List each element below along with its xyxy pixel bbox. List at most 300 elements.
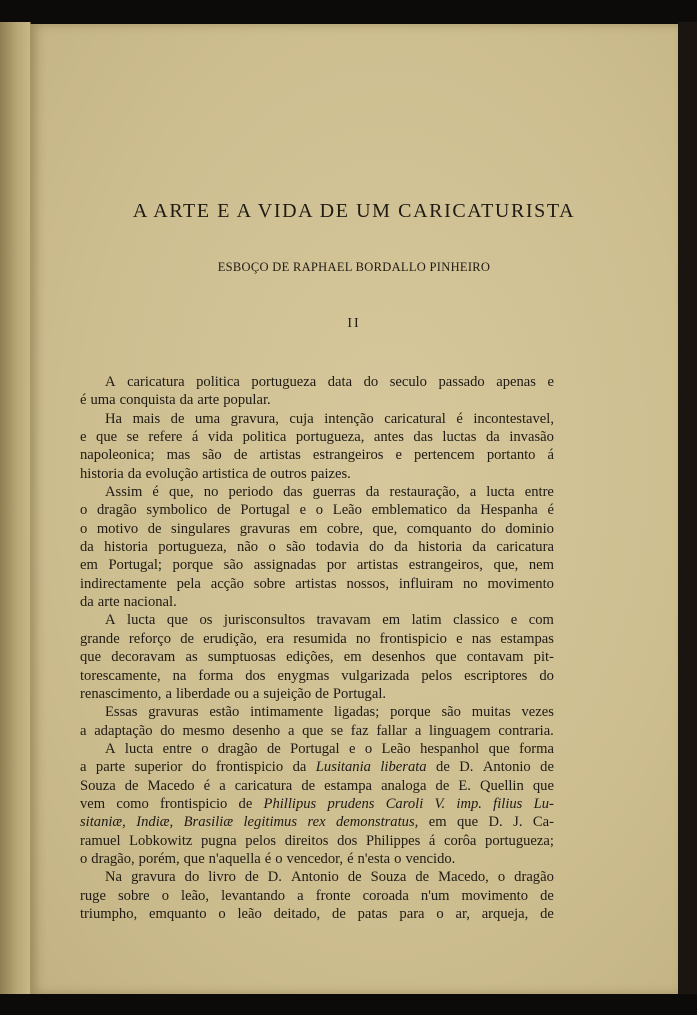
word: lucta	[124, 740, 154, 757]
word: n'esta	[357, 850, 391, 867]
word: caricatura	[234, 777, 293, 794]
word: porque	[172, 557, 214, 574]
word: da	[292, 759, 307, 776]
text-line	[80, 648, 554, 666]
word: ligadas;	[333, 704, 380, 721]
text-line	[80, 813, 554, 831]
word: escriptores	[464, 667, 528, 684]
word: Portugal	[290, 740, 340, 757]
word: e	[456, 630, 463, 647]
word: dragão	[217, 740, 258, 757]
word: pit-	[533, 649, 554, 666]
word: caricatural	[384, 410, 446, 427]
word: de	[436, 759, 450, 776]
word: caricatura	[496, 539, 554, 556]
word: de	[332, 905, 346, 922]
word: movimento	[461, 887, 529, 904]
word: vida	[207, 429, 234, 446]
word: estão	[209, 704, 240, 721]
word: de	[347, 869, 362, 886]
word: evolução	[145, 465, 199, 482]
word: Antonio	[482, 759, 531, 776]
word: singulares	[171, 520, 231, 537]
word: é	[547, 502, 554, 519]
word: classico	[453, 612, 500, 629]
word: é	[456, 410, 463, 427]
word: liberata	[380, 759, 427, 776]
word: vencedor,	[286, 850, 344, 867]
word: da	[80, 594, 94, 611]
word: caricatura	[127, 374, 185, 390]
word: á	[547, 447, 554, 464]
book-page	[30, 24, 678, 994]
word: resumida	[293, 630, 347, 647]
word: entre	[524, 484, 554, 501]
word: e	[395, 447, 402, 464]
word: frontispicio	[379, 630, 447, 647]
book-edge-right	[678, 22, 697, 994]
word: ruge	[80, 887, 106, 904]
word: entre	[162, 740, 192, 757]
word: luctas	[442, 429, 477, 446]
word: dominio	[505, 520, 554, 537]
word: influiram	[398, 575, 454, 592]
text-line	[80, 556, 554, 574]
word: de	[266, 740, 281, 757]
word: uma	[194, 410, 221, 427]
word: em	[80, 557, 98, 574]
word: demonstratus,	[335, 814, 419, 831]
word: são	[223, 557, 244, 574]
word: que	[80, 649, 102, 666]
word: porém,	[138, 850, 180, 867]
word: muitas	[471, 704, 511, 721]
word: adaptação	[94, 722, 153, 739]
word: no	[203, 484, 219, 501]
word: livro	[208, 869, 236, 886]
word: symbolico	[146, 502, 208, 519]
word: A	[105, 612, 116, 629]
word: são	[202, 447, 222, 464]
word: lucta	[127, 612, 156, 629]
word: corôa	[444, 832, 477, 849]
word: á	[191, 429, 199, 446]
word: enygmas	[277, 667, 330, 684]
word: Philippes	[365, 832, 421, 849]
word: nas	[471, 630, 492, 647]
word: arte	[97, 594, 120, 611]
word: de	[170, 410, 185, 427]
word: de	[233, 447, 248, 464]
word: de	[301, 777, 316, 794]
word: e	[80, 429, 87, 446]
word: são	[286, 539, 306, 556]
word: prudens	[327, 795, 375, 812]
word: popular.	[223, 392, 271, 409]
word: frontispicio	[160, 795, 228, 812]
word: frontispicio	[215, 759, 284, 776]
word: n'aquella	[208, 850, 261, 867]
word: e	[547, 374, 554, 390]
word: de	[124, 777, 139, 794]
word: o	[364, 740, 373, 757]
word: nem	[528, 557, 554, 574]
word: em	[382, 612, 401, 629]
word: o	[394, 850, 402, 867]
word: liberdade	[175, 685, 231, 702]
word: sujeição	[263, 685, 312, 702]
word: renascimento,	[80, 685, 162, 702]
word: o	[268, 539, 276, 556]
word: D.	[459, 759, 474, 776]
word: comquanto	[406, 520, 472, 537]
word: latim	[411, 612, 442, 629]
page-title: A ARTE E A VIDA DE UM CARICATURISTA	[132, 200, 576, 222]
word: mas	[166, 447, 191, 464]
word: a	[287, 722, 295, 739]
word: da	[80, 539, 94, 556]
word: não	[237, 539, 259, 556]
word: leão	[237, 905, 262, 922]
word: que	[96, 429, 118, 446]
word: sitaniæ,	[80, 814, 126, 831]
text-line	[80, 501, 554, 519]
word: fronte	[315, 887, 351, 904]
word: vem	[80, 795, 106, 812]
word: das	[413, 429, 433, 446]
word: da	[365, 484, 380, 501]
word: portugueza,	[158, 539, 227, 556]
word: sobre	[118, 887, 150, 904]
word: vezes	[521, 704, 554, 721]
word: Brasiliæ	[183, 814, 234, 831]
word: do	[363, 374, 379, 390]
word: outros	[270, 465, 307, 482]
word: sobre	[253, 575, 286, 592]
word: Ca-	[532, 814, 554, 831]
word: Macedo	[147, 777, 195, 794]
text-line	[80, 611, 554, 629]
word: linguagem	[429, 722, 491, 739]
word: artistica	[202, 465, 249, 482]
text-line	[80, 520, 554, 538]
word: a	[469, 484, 477, 501]
word: intimamente	[250, 704, 324, 721]
word: do	[481, 520, 496, 537]
word: Lu-	[533, 795, 554, 812]
text-line	[80, 758, 554, 776]
word: de	[252, 465, 267, 482]
word: que	[183, 850, 205, 867]
text-line	[80, 703, 554, 721]
word: e	[299, 502, 307, 519]
word: é	[80, 392, 87, 409]
page-subtitle: ESBOÇO DE RAPHAEL BORDALLO PINHEIRO	[217, 260, 491, 274]
word: todavia	[315, 539, 359, 556]
word: artistas	[259, 447, 301, 464]
word: dragão	[514, 869, 554, 886]
word: historia	[418, 539, 462, 556]
word: uma	[90, 392, 116, 409]
word: A	[105, 374, 116, 390]
word: da	[127, 465, 142, 482]
text-line	[80, 905, 554, 923]
word: Phillipus	[263, 795, 317, 812]
text-line	[80, 410, 554, 428]
word: de	[180, 630, 194, 647]
word: arqueja,	[481, 905, 529, 922]
word: invasão	[509, 429, 554, 446]
word: da	[472, 539, 487, 556]
word: seculo	[389, 374, 427, 390]
word: pelos	[421, 667, 453, 684]
word: que	[532, 777, 554, 794]
word: jurisconsultos	[223, 612, 305, 629]
word: assignadas	[253, 557, 317, 574]
word: á	[428, 832, 436, 849]
word: D.	[488, 814, 503, 831]
word: e	[348, 740, 356, 757]
text-line	[80, 428, 554, 446]
word: do	[539, 667, 554, 684]
word: superior	[134, 759, 183, 776]
word: da	[179, 392, 194, 409]
word: o	[315, 502, 324, 519]
word: A	[105, 740, 116, 757]
word: o	[275, 850, 283, 867]
text-line	[80, 575, 554, 593]
word: cuja	[289, 410, 314, 427]
word: a	[80, 759, 87, 776]
word: de	[216, 502, 231, 519]
text-line	[80, 868, 554, 886]
word: no	[463, 575, 478, 592]
word: passado	[438, 374, 485, 390]
word: do	[184, 869, 200, 886]
word: do	[160, 722, 175, 739]
word: n'um	[420, 887, 450, 904]
text-line	[80, 740, 554, 758]
word: Indiæ,	[136, 814, 174, 831]
word: de	[244, 869, 259, 886]
word: torescamente,	[80, 667, 161, 684]
word: estrangeiros,	[408, 557, 483, 574]
word: Portugal	[240, 502, 290, 519]
word: os	[199, 612, 213, 629]
word: politica	[196, 374, 240, 390]
section-number: II	[347, 316, 361, 331]
word: Ha	[105, 410, 123, 427]
word: de	[238, 795, 253, 812]
word: pugna	[200, 832, 237, 849]
word: conquista	[119, 392, 176, 409]
word: de	[540, 905, 554, 922]
word: desenhos	[371, 649, 426, 666]
word: deitado,	[273, 905, 321, 922]
word: da	[394, 539, 408, 556]
word: lucta	[486, 484, 515, 501]
word: gravuras	[239, 520, 290, 537]
text-line	[80, 465, 554, 483]
word: para	[399, 905, 425, 922]
word: patas	[357, 905, 388, 922]
word: a	[80, 722, 87, 739]
word: a	[219, 777, 226, 794]
word: que	[166, 612, 188, 629]
text-line	[80, 832, 554, 850]
word: o	[218, 905, 226, 922]
text-line	[80, 630, 554, 648]
word: em	[299, 520, 318, 537]
word: portanto	[486, 447, 536, 464]
word: coroada	[362, 887, 409, 904]
word: ar,	[455, 905, 470, 922]
word: que,	[493, 557, 519, 574]
word: nacional.	[123, 594, 177, 611]
word: de	[435, 777, 450, 794]
word: era	[266, 630, 285, 647]
word: contavam	[466, 649, 524, 666]
word: dos	[337, 832, 358, 849]
text-line	[80, 685, 554, 703]
word: é	[203, 777, 211, 794]
word: historia	[80, 465, 124, 482]
word: Assim	[105, 484, 143, 501]
word: sumptuosas	[207, 649, 276, 666]
word: dos	[245, 667, 266, 684]
word: incontestavel,	[473, 410, 554, 427]
text-line	[80, 667, 554, 685]
word: mais	[132, 410, 161, 427]
word: Lobkowitz	[129, 832, 193, 849]
word: paizes.	[310, 465, 351, 482]
word: é	[347, 850, 354, 867]
word: de	[540, 887, 554, 904]
word: com	[528, 612, 554, 629]
word: leão,	[181, 887, 210, 904]
word: triumpho,	[80, 905, 138, 922]
body-text	[80, 373, 554, 923]
word: parte	[95, 759, 126, 776]
word: em	[428, 814, 447, 831]
word: faz	[350, 722, 369, 739]
word: das	[283, 484, 303, 501]
word: legitimus	[243, 814, 298, 831]
word: reforço	[128, 630, 172, 647]
word: V.	[434, 795, 446, 812]
word: o	[80, 850, 88, 867]
word: pelos	[245, 832, 277, 849]
word: apenas	[496, 374, 536, 390]
word: estampa	[324, 777, 372, 794]
word: na	[172, 667, 187, 684]
word: forma	[198, 667, 234, 684]
word: politica	[242, 429, 287, 446]
word: J.	[513, 814, 523, 831]
word: Leão	[381, 740, 411, 757]
word: historia	[104, 539, 148, 556]
word: Souza	[80, 777, 116, 794]
text-line	[80, 538, 554, 556]
word: pertencem	[414, 447, 475, 464]
text-line	[80, 446, 554, 464]
text-line	[80, 850, 554, 868]
word: que	[457, 814, 479, 831]
word: que,	[168, 484, 194, 501]
text-line	[80, 373, 554, 391]
word: antes	[373, 429, 404, 446]
word: gravura	[131, 869, 176, 886]
word: a	[414, 722, 422, 739]
word: mesmo	[182, 722, 225, 739]
word: do	[191, 759, 207, 776]
word: movimento	[487, 575, 554, 592]
word: a	[297, 887, 304, 904]
word: Hespanha	[480, 502, 538, 519]
word: vencido.	[405, 850, 456, 867]
word: o	[497, 869, 506, 886]
word: dragão	[97, 502, 137, 519]
text-line	[80, 483, 554, 501]
word: Caroli	[385, 795, 424, 812]
word: Leão	[332, 502, 362, 519]
word: Antonio	[290, 869, 339, 886]
text-line	[80, 391, 554, 409]
word: motivo	[96, 520, 139, 537]
word: portugueza,	[295, 429, 365, 446]
word: vulgarizada	[341, 667, 410, 684]
word: grande	[80, 630, 120, 647]
word: o	[201, 740, 209, 757]
word: Quellin	[480, 777, 524, 794]
word: portugueza	[251, 374, 317, 390]
word: data	[327, 374, 353, 390]
word: indirectamente	[80, 575, 167, 592]
word: emquanto	[148, 905, 207, 922]
word: no	[355, 630, 371, 647]
word: rex	[307, 814, 326, 831]
word: Essas	[105, 704, 138, 721]
word: cobre,	[326, 520, 363, 537]
previous-page-edge	[0, 22, 31, 994]
word: portugueza;	[485, 832, 554, 849]
word: refere	[148, 429, 183, 446]
word: a	[165, 685, 172, 702]
word: guerras	[312, 484, 356, 501]
word: porque	[390, 704, 431, 721]
word: edições,	[286, 649, 334, 666]
word: e	[510, 612, 518, 629]
word: restauração,	[389, 484, 460, 501]
word: Na	[105, 869, 123, 886]
word: nossos,	[346, 575, 390, 592]
word: o	[161, 887, 169, 904]
word: que	[435, 649, 457, 666]
word: imp.	[456, 795, 482, 812]
word: pela	[176, 575, 201, 592]
word: as	[185, 649, 198, 666]
text-line	[80, 593, 554, 611]
word: se	[330, 722, 344, 739]
word: é	[152, 484, 159, 501]
word: artistas	[356, 557, 399, 574]
word: estrangeiros	[312, 447, 384, 464]
word: hespanhol	[420, 740, 480, 757]
word: decoravam	[111, 649, 176, 666]
word: ou	[234, 685, 249, 702]
word: emblematico	[371, 502, 448, 519]
word: gravuras	[148, 704, 199, 721]
